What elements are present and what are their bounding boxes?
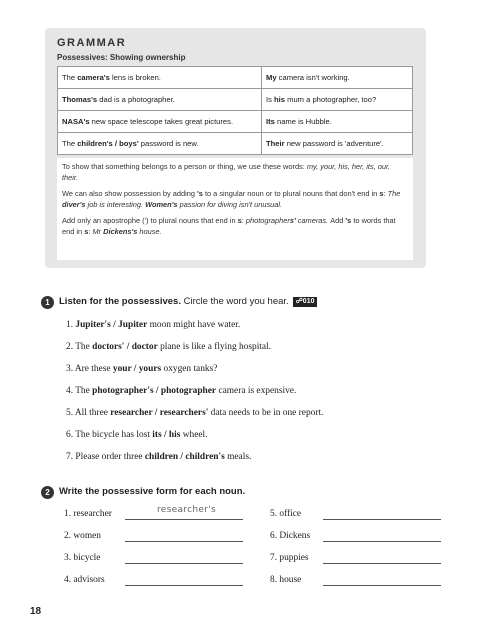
noun-label: 5. office — [270, 509, 302, 519]
answer-line[interactable] — [323, 519, 441, 520]
headphones-icon: ☍ — [295, 298, 303, 305]
grammar-note-3: Add only an apostrophe (') to plural nouns that end in s: photographers' cameras. Add 's to words that end in s: Mr Dickens's house. — [62, 216, 396, 236]
list-item: 2. The doctors' / doctor plane is like a flying hospital. — [66, 342, 272, 352]
grammar-title: GRAMMAR — [57, 37, 127, 49]
answer-line[interactable] — [323, 541, 441, 542]
table-cell: The children's / boys' password is new. — [58, 133, 262, 155]
table-cell: Thomas's dad is a photographer. — [58, 89, 262, 111]
answer-line[interactable] — [125, 541, 243, 542]
table-cell: Their new password is 'adventure'. — [262, 133, 413, 155]
table-row — [58, 67, 413, 89]
noun-label: 7. puppies — [270, 553, 309, 563]
grammar-table — [57, 66, 413, 155]
exercise-1-heading: Listen for the possessives. Circle the word you hear. ☍010 — [59, 296, 317, 307]
answer-line[interactable] — [323, 585, 441, 586]
list-item: 4. The photographer's / photographer camera is expensive. — [66, 386, 297, 396]
noun-label: 2. women — [64, 531, 101, 541]
grammar-note-2: We can also show possession by adding 's to a singular noun or to plural nouns that don't end in s: The diver's job is interesting. Women's passion for diving isn't unusual. — [62, 189, 401, 209]
grammar-note-1: To show that something belongs to a person or thing, we use these words: my, your, his, her, its, our, their. — [62, 162, 391, 182]
noun-label: 8. house — [270, 575, 302, 585]
table-row — [58, 133, 413, 155]
noun-label: 4. advisors — [64, 575, 105, 585]
noun-label: 3. bicycle — [64, 553, 101, 563]
table-cell: NASA's new space telescope takes great pictures. — [58, 111, 262, 133]
exercise-2-heading: Write the possessive form for each noun. — [59, 486, 246, 497]
answer-line[interactable] — [125, 563, 243, 564]
grammar-subtitle: Possessives: Showing ownership — [57, 53, 186, 62]
table-cell: My camera isn't working. — [262, 67, 413, 89]
exercise-1-number: 1 — [41, 296, 54, 309]
exercise-2-number: 2 — [41, 486, 54, 499]
answer-text: researcher's — [157, 505, 216, 515]
answer-line[interactable] — [323, 563, 441, 564]
audio-track-badge[interactable]: ☍010 — [293, 297, 318, 307]
noun-label: 6. Dickens — [270, 531, 311, 541]
page-number: 18 — [30, 606, 42, 617]
grammar-notes — [57, 158, 413, 260]
table-cell: The camera's lens is broken. — [58, 67, 262, 89]
answer-line[interactable] — [125, 519, 243, 520]
list-item: 5. All three researcher / researchers' data needs to be in one report. — [66, 408, 324, 418]
list-item: 6. The bicycle has lost its / his wheel. — [66, 430, 208, 440]
table-cell: Is his mum a photographer, too? — [262, 89, 413, 111]
list-item: 7. Please order three children / children's meals. — [66, 452, 252, 462]
list-item: 3. Are these your / yours oxygen tanks? — [66, 364, 218, 374]
list-item: 1. Jupiter's / Jupiter moon might have water. — [66, 320, 241, 330]
table-row — [58, 111, 413, 133]
noun-label: 1. researcher — [64, 509, 112, 519]
answer-line[interactable] — [125, 585, 243, 586]
table-cell: Its name is Hubble. — [262, 111, 413, 133]
table-row — [58, 89, 413, 111]
